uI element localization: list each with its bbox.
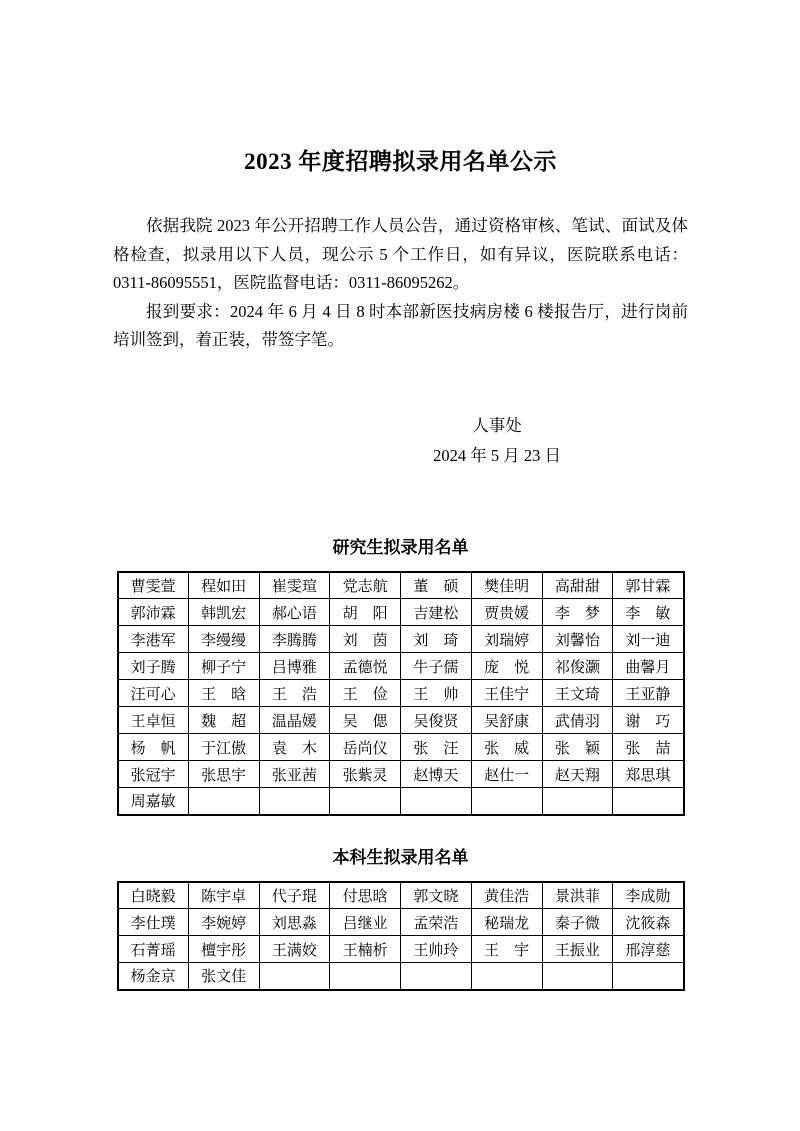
table-cell: 党志航: [330, 572, 401, 599]
table-row: [118, 963, 684, 990]
table-row: [118, 788, 684, 815]
table-cell: 刘馨怡: [542, 626, 613, 653]
table-cell: 王卓恒: [118, 707, 189, 734]
table-cell: 于江傲: [188, 734, 259, 761]
table-cell: [330, 788, 401, 815]
table-cell: 郭沛霖: [118, 599, 189, 626]
table-cell: 王佳宁: [471, 680, 542, 707]
page-title: 2023 年度招聘拟录用名单公示: [244, 149, 557, 174]
table-cell: 李腾腾: [259, 626, 330, 653]
table-cell: 牛子儒: [401, 653, 472, 680]
table-cell: 王 浩: [259, 680, 330, 707]
table-cell: 郑思琪: [613, 761, 684, 788]
table-cell: 汪可心: [118, 680, 189, 707]
table-cell: 杨金京: [118, 963, 189, 990]
table-cell: 李仕璞: [118, 909, 189, 936]
table-cell: 张文佳: [188, 963, 259, 990]
table-cell: 景洪菲: [542, 882, 613, 909]
table-row: [118, 680, 684, 707]
table-cell: 杨 帆: [118, 734, 189, 761]
table-cell: 韩凯宏: [188, 599, 259, 626]
signature: 人事处: [472, 415, 522, 435]
table-cell: 贾贵媛: [471, 599, 542, 626]
date: 2024 年 5 月 23 日: [433, 445, 561, 465]
table-cell: 秘瑞龙: [471, 909, 542, 936]
table-cell: 王满姣: [259, 936, 330, 963]
table-cell: 王振业: [542, 936, 613, 963]
table-cell: 吉建松: [401, 599, 472, 626]
table-cell: 崔雯瑄: [259, 572, 330, 599]
table-cell: 王帅玲: [401, 936, 472, 963]
table-cell: 刘 琦: [401, 626, 472, 653]
table-cell: 王 宇: [471, 936, 542, 963]
table-cell: 程如田: [188, 572, 259, 599]
table-cell: [330, 963, 401, 990]
table-cell: [259, 963, 330, 990]
table-cell: 李缦缦: [188, 626, 259, 653]
table-row: [118, 572, 684, 599]
table-cell: 袁 木: [259, 734, 330, 761]
table-cell: 王 帅: [401, 680, 472, 707]
table-cell: 白晓毅: [118, 882, 189, 909]
signature-block: [347, 411, 647, 471]
table-cell: 李 敏: [613, 599, 684, 626]
table-cell: [613, 963, 684, 990]
table-cell: 王亚静: [613, 680, 684, 707]
table-cell: 高甜甜: [542, 572, 613, 599]
table-cell: 赵仕一: [471, 761, 542, 788]
table-cell: 刘一迪: [613, 626, 684, 653]
table-cell: 李成勋: [613, 882, 684, 909]
table-row: [118, 707, 684, 734]
table-cell: 付思晗: [330, 882, 401, 909]
table-cell: 石菁瑶: [118, 936, 189, 963]
table-row: [118, 909, 684, 936]
table-cell: 柳子宁: [188, 653, 259, 680]
table-cell: [613, 788, 684, 815]
table-cell: 郭甘霖: [613, 572, 684, 599]
table-row: [118, 599, 684, 626]
table-cell: 董 硕: [401, 572, 472, 599]
table-cell: [401, 963, 472, 990]
table-cell: [401, 788, 472, 815]
table-cell: 陈宇卓: [188, 882, 259, 909]
table-heading-graduate: 研究生拟录用名单: [332, 537, 469, 557]
table-cell: 孟德悦: [330, 653, 401, 680]
table-cell: 吴舒康: [471, 707, 542, 734]
table-cell: 武倩羽: [542, 707, 613, 734]
table-cell: [188, 788, 259, 815]
table-cell: 赵博天: [401, 761, 472, 788]
table-cell: 温晶媛: [259, 707, 330, 734]
table-cell: 郭文晓: [401, 882, 472, 909]
table-cell: 刘瑞婷: [471, 626, 542, 653]
table-cell: 黄佳浩: [471, 882, 542, 909]
table-cell: 樊佳明: [471, 572, 542, 599]
table-cell: 张 威: [471, 734, 542, 761]
table-cell: [542, 788, 613, 815]
table-cell: 谢 巧: [613, 707, 684, 734]
table-cell: 刘子腾: [118, 653, 189, 680]
table-cell: 邢淳慈: [613, 936, 684, 963]
table-cell: 张冠宇: [118, 761, 189, 788]
table-cell: 檀宇彤: [188, 936, 259, 963]
notice-paragraph-1: 依据我院 2023 年公开招聘工作人员公告，通过资格审核、笔试、面试及体格检查，拟录用以下人员，现公示 5 个工作日，如有异议，医院联系电话：0311-86095551，医院监督电话：0311-86095262。: [113, 216, 688, 292]
table-cell: 庞 悦: [471, 653, 542, 680]
table-cell: 吴俊贤: [401, 707, 472, 734]
table-cell: 李港军: [118, 626, 189, 653]
table-cell: 张 汪: [401, 734, 472, 761]
table-cell: 魏 超: [188, 707, 259, 734]
table-cell: 吕博雅: [259, 653, 330, 680]
table-cell: 刘 茵: [330, 626, 401, 653]
notice-paragraph-2: 报到要求：2024 年 6 月 4 日 8 时本部新医技病房楼 6 楼报告厅，进行岗前培训签到，着正装，带签字笔。: [113, 301, 688, 349]
table-cell: 周嘉敏: [118, 788, 189, 815]
table-row: [118, 761, 684, 788]
table-cell: 吴 偲: [330, 707, 401, 734]
undergraduate-name-table: [117, 881, 685, 991]
table-cell: 郝心语: [259, 599, 330, 626]
table-cell: 张紫灵: [330, 761, 401, 788]
table-cell: 李 梦: [542, 599, 613, 626]
table-cell: 吕继业: [330, 909, 401, 936]
table-cell: [259, 788, 330, 815]
table-row: [118, 936, 684, 963]
table-cell: 张思宇: [188, 761, 259, 788]
table-cell: 李婉婷: [188, 909, 259, 936]
table-row: [118, 653, 684, 680]
table-cell: [471, 788, 542, 815]
table-cell: 曲馨月: [613, 653, 684, 680]
table-cell: 王 晗: [188, 680, 259, 707]
table-cell: [471, 963, 542, 990]
table-cell: 王文琦: [542, 680, 613, 707]
table-cell: 刘思淼: [259, 909, 330, 936]
table-row: [118, 626, 684, 653]
table-cell: 岳尚仪: [330, 734, 401, 761]
table-row: [118, 882, 684, 909]
table-cell: 秦子微: [542, 909, 613, 936]
table-cell: [542, 963, 613, 990]
table-cell: 张亚茜: [259, 761, 330, 788]
table-cell: 代子琨: [259, 882, 330, 909]
table-cell: 祁俊灏: [542, 653, 613, 680]
table-cell: 胡 阳: [330, 599, 401, 626]
table-cell: 王楠析: [330, 936, 401, 963]
graduate-name-table: [117, 571, 685, 816]
table-row: [118, 734, 684, 761]
table-cell: 赵天翔: [542, 761, 613, 788]
table-cell: 张 喆: [613, 734, 684, 761]
table-cell: 王 俭: [330, 680, 401, 707]
table-cell: 沈筱森: [613, 909, 684, 936]
table-cell: 孟荣浩: [401, 909, 472, 936]
table-cell: 曹雯萱: [118, 572, 189, 599]
table-heading-undergraduate: 本科生拟录用名单: [332, 847, 469, 867]
table-cell: 张 颖: [542, 734, 613, 761]
